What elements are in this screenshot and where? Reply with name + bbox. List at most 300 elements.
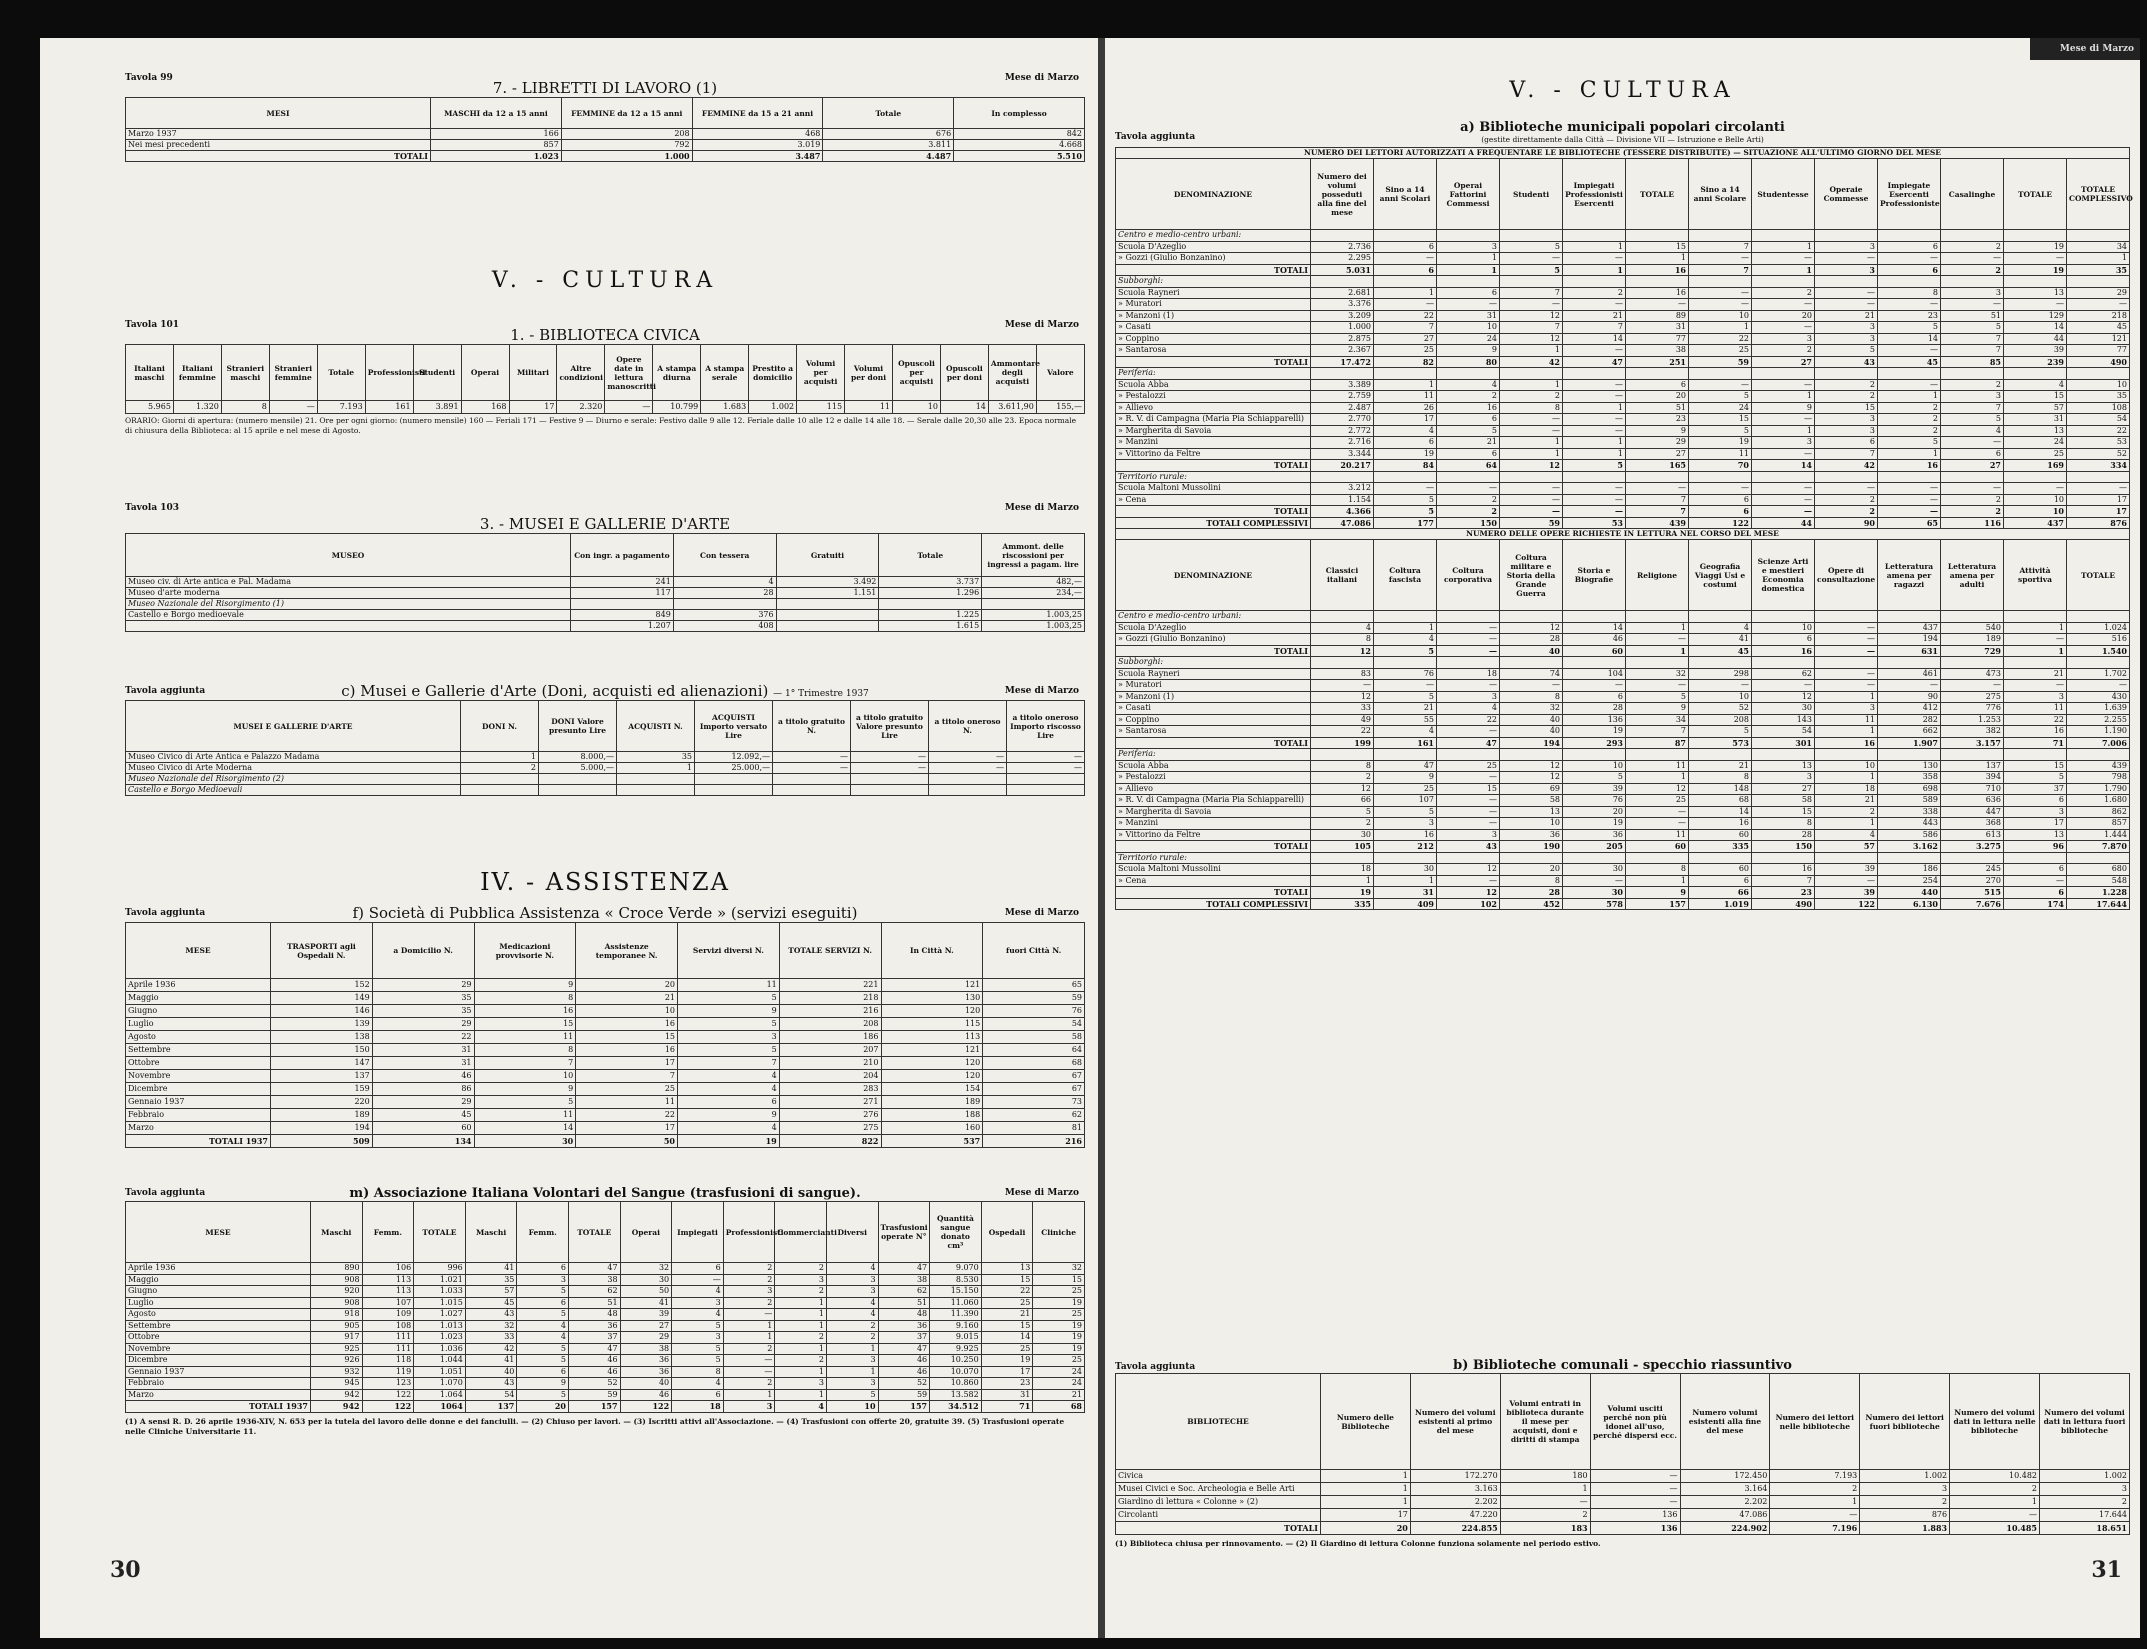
table-cell: 28 <box>673 588 776 599</box>
table-cell: 1 <box>1321 1470 1411 1483</box>
tavola-label: Tavola aggiunta <box>125 908 206 918</box>
table-cell: 5 <box>1311 806 1374 818</box>
table-cell <box>1752 611 1815 623</box>
table-cell: 65 <box>1878 517 1941 529</box>
table-row <box>1116 760 2130 772</box>
table-cell: 14 <box>474 1122 576 1135</box>
table-cell: 1 <box>617 763 695 774</box>
table-cell: 189 <box>881 1096 983 1109</box>
table-cell: 23 <box>1626 414 1689 426</box>
column-header: Ammontare degli acquisti <box>988 345 1036 401</box>
table-row <box>1116 322 2130 334</box>
table-cell: 2.255 <box>2067 714 2130 726</box>
table-cell: 16 <box>576 1018 678 1031</box>
column-header: Opuscoli per doni <box>940 345 988 401</box>
table-cell: 5 <box>1374 806 1437 818</box>
table-cell: 12 <box>1311 645 1374 657</box>
table-cell: 1 <box>1500 1483 1590 1496</box>
table-cell: TOTALI <box>1116 460 1311 472</box>
table-cell <box>1374 611 1437 623</box>
table-cell <box>1815 749 1878 761</box>
table-cell: 5 <box>517 1309 569 1321</box>
table-cell: 2 <box>1941 494 2004 506</box>
table-cell: 334 <box>2067 460 2130 472</box>
table-cell: 221 <box>779 979 881 992</box>
table-cell: 1 <box>775 1297 827 1309</box>
table-cell <box>1752 276 1815 288</box>
table-cell: — <box>1007 752 1085 763</box>
table-row <box>1116 299 2130 311</box>
column-header: Operai Fattorini Commessi <box>1437 159 1500 230</box>
column-header: Opere di consultazione <box>1815 540 1878 611</box>
table-cell: 1 <box>1500 345 1563 357</box>
table-cell: 17 <box>1374 414 1437 426</box>
table-cell: — <box>1374 680 1437 692</box>
table-cell: 59 <box>878 1389 930 1401</box>
table-cell: 1.790 <box>2067 783 2130 795</box>
table-cell: 47 <box>568 1343 620 1355</box>
table-cell <box>1689 852 1752 864</box>
table-cell: Dicembre <box>126 1355 311 1367</box>
table-cell: 10 <box>1752 622 1815 634</box>
table-cell: — <box>1563 379 1626 391</box>
table-row <box>126 752 1085 763</box>
table-cell: Ottobre <box>126 1332 311 1344</box>
column-header: Coltura militare e Storia della Grande Guerra <box>1500 540 1563 611</box>
table-cell: — <box>1752 299 1815 311</box>
table-cell: 862 <box>2067 806 2130 818</box>
table-cell: 9 <box>1437 345 1500 357</box>
table-cell: 2 <box>1815 494 1878 506</box>
table-cell <box>1689 749 1752 761</box>
table-cell: 2 <box>1437 391 1500 403</box>
table-cell: 25 <box>576 1083 678 1096</box>
column-header: TOTALE <box>2004 159 2067 230</box>
table-cell: 1.000 <box>1311 322 1374 334</box>
table-cell: 3 <box>672 1332 724 1344</box>
table-cell: Museo civ. di Arte antica e Pal. Madama <box>126 577 571 588</box>
table-cell: 25 <box>981 1297 1033 1309</box>
table-cell: TOTALI <box>1116 737 1311 749</box>
table-subtitle: (gestite direttamente dalla Città — Divisione VII — Istruzione e Belle Arti) <box>1481 135 1764 144</box>
table-cell: 42 <box>465 1343 517 1355</box>
table-cell: 82 <box>1374 356 1437 368</box>
table-cell: 17.644 <box>2067 898 2130 910</box>
table-cell: 2 <box>1815 506 1878 518</box>
tavola-b <box>1115 1358 2130 1549</box>
table-cell: 9 <box>678 1109 780 1122</box>
column-header: Cliniche <box>1033 1202 1085 1263</box>
table-cell: 168 <box>461 401 509 414</box>
table-cell: 14 <box>1563 622 1626 634</box>
tavola-label: Tavola aggiunta <box>125 686 206 696</box>
column-header: Operai <box>620 1202 672 1263</box>
table-cell <box>1437 657 1500 669</box>
table-cell: 65 <box>983 979 1085 992</box>
column-header: Con tessera <box>673 534 776 577</box>
table-cell: 1 <box>775 1343 827 1355</box>
table-cell: 776 <box>1941 703 2004 715</box>
table-cell: 3.389 <box>1311 379 1374 391</box>
table-cell: 59 <box>1689 356 1752 368</box>
table-cell: — <box>1374 483 1437 495</box>
table-cell: — <box>2004 680 2067 692</box>
table-cell: 17 <box>981 1366 1033 1378</box>
table-cell: 52 <box>568 1378 620 1390</box>
table-cell: 452 <box>1500 898 1563 910</box>
table-cell: 792 <box>561 140 692 151</box>
table-cell: » Manzoni (1) <box>1116 310 1311 322</box>
table-cell: 1.907 <box>1878 737 1941 749</box>
table-cell: 1 <box>1950 1496 2040 1509</box>
tavola-label: Tavola aggiunta <box>1115 1362 1196 1372</box>
table-cell: 1.023 <box>414 1332 466 1344</box>
column-header: Maschi <box>311 1202 363 1263</box>
table-cell: — <box>723 1366 775 1378</box>
table-cell: 1 <box>775 1309 827 1321</box>
table-cell: — <box>2004 875 2067 887</box>
table-cell: 34 <box>2067 241 2130 253</box>
table-cell: 5 <box>678 992 780 1005</box>
table-cell: 1 <box>1311 875 1374 887</box>
table-cell: 9 <box>1626 703 1689 715</box>
table-cell: 38 <box>568 1274 620 1286</box>
table-cell: Giugno <box>126 1005 271 1018</box>
table-cell: 16 <box>1752 645 1815 657</box>
table-cell <box>1626 276 1689 288</box>
table-cell: 5 <box>678 1018 780 1031</box>
table-cell: — <box>1374 253 1437 265</box>
table-cell: 62 <box>1752 668 1815 680</box>
table-row <box>1116 1496 2130 1509</box>
table-cell: 5 <box>1500 241 1563 253</box>
table-cell: 698 <box>1878 783 1941 795</box>
table-cell: 15 <box>981 1320 1033 1332</box>
table-cell: 24 <box>2004 437 2067 449</box>
table-cell: 2.716 <box>1311 437 1374 449</box>
table-cell: 149 <box>271 992 373 1005</box>
table-cell <box>1941 471 2004 483</box>
table-cell: 1 <box>1689 322 1752 334</box>
table-cell: » Casati <box>1116 703 1311 715</box>
table-cell: — <box>1752 379 1815 391</box>
table-cell: 3.163 <box>1410 1483 1500 1496</box>
table-cell: 2 <box>1752 345 1815 357</box>
table-cell: 8 <box>474 1044 576 1057</box>
table-cell: 7.006 <box>2067 737 2130 749</box>
table-cell: — <box>2004 483 2067 495</box>
table-cell: 1 <box>1815 726 1878 738</box>
table-cell <box>2004 852 2067 864</box>
table-cell: 22 <box>1374 310 1437 322</box>
table-cell: 120 <box>881 1005 983 1018</box>
table-cell: 10 <box>576 1005 678 1018</box>
table-cell: 1 <box>1752 264 1815 276</box>
table-cell: 122 <box>1815 898 1878 910</box>
table-cell: Maggio <box>126 1274 311 1286</box>
table-cell: 189 <box>271 1109 373 1122</box>
table-cell: 70 <box>1689 460 1752 472</box>
table-cell: 1.003,25 <box>982 610 1085 621</box>
table-cell <box>1437 471 1500 483</box>
table-cell: 30 <box>474 1135 576 1148</box>
table-cell: 74 <box>1500 668 1563 680</box>
table-cell: — <box>1500 253 1563 265</box>
table-cell <box>929 774 1007 785</box>
table-cell: Civica <box>1116 1470 1321 1483</box>
table-cell: 49 <box>1311 714 1374 726</box>
table-cell: 28 <box>1500 887 1563 899</box>
column-header: MESE <box>126 1202 311 1263</box>
table-cell: 3 <box>826 1378 878 1390</box>
column-header: Professionisti <box>365 345 413 401</box>
table-cell: 54 <box>2067 414 2130 426</box>
table-cell: 19 <box>1033 1343 1085 1355</box>
table-cell: TOTALI <box>1116 645 1311 657</box>
table-cell: 3.162 <box>1878 841 1941 853</box>
table-cell: 5 <box>1437 425 1500 437</box>
table-cell: 73 <box>983 1096 1085 1109</box>
table-cell: — <box>1689 483 1752 495</box>
table-cell: 55 <box>1374 714 1437 726</box>
table-cell: — <box>1563 414 1626 426</box>
table-cell: 77 <box>2067 345 2130 357</box>
table-cell: 3.487 <box>692 151 823 162</box>
table-cell: 40 <box>1500 714 1563 726</box>
table-cell: — <box>2004 634 2067 646</box>
table-cell: 9 <box>1752 402 1815 414</box>
table-cell: » Coppino <box>1116 714 1311 726</box>
table-row <box>1116 726 2130 738</box>
table-cell <box>1689 471 1752 483</box>
table-cell: 36 <box>620 1366 672 1378</box>
table-cell: 41 <box>465 1355 517 1367</box>
table-cell: 8.000,— <box>539 752 617 763</box>
table-cell: 89 <box>1626 310 1689 322</box>
table-row <box>1116 795 2130 807</box>
table-cell <box>1815 852 1878 864</box>
table-cell: 6 <box>1815 437 1878 449</box>
table-cell: 39 <box>2004 345 2067 357</box>
table-cell: 17.644 <box>2040 1509 2130 1522</box>
table-cell: 57 <box>2004 402 2067 414</box>
table-row <box>1116 806 2130 818</box>
table-cell: — <box>1878 299 1941 311</box>
table-cell: 109 <box>362 1309 414 1321</box>
table-cell: 22 <box>1689 333 1752 345</box>
table-cell: 2 <box>1878 402 1941 414</box>
table-cell: 1.002 <box>1860 1470 1950 1483</box>
table-cell: 2 <box>1815 806 1878 818</box>
table-cell <box>461 785 539 796</box>
table-cell: — <box>773 752 851 763</box>
column-header: a Domicilio N. <box>372 923 474 979</box>
table-cell: 30 <box>1563 887 1626 899</box>
column-header: Stranieri maschi <box>221 345 269 401</box>
table-cell: 540 <box>1941 622 2004 634</box>
table-cell: 19 <box>1033 1297 1085 1309</box>
table-cell: 2 <box>1437 506 1500 518</box>
table-cell: Scuola Rayneri <box>1116 287 1311 299</box>
table-row <box>126 1135 1085 1148</box>
column-header: Militari <box>509 345 557 401</box>
table-cell <box>1500 749 1563 761</box>
table-cell: 45 <box>1878 356 1941 368</box>
table-cell <box>1752 852 1815 864</box>
table-cell: — <box>1437 622 1500 634</box>
table-cell: Giardino di lettura « Colonne » (2) <box>1116 1496 1321 1509</box>
table-cell: 104 <box>1563 668 1626 680</box>
table-cell: 849 <box>571 610 674 621</box>
column-header: Sino a 14 anni Scolare <box>1689 159 1752 230</box>
table-cell: 5 <box>672 1320 724 1332</box>
table-cell: 5.965 <box>126 401 174 414</box>
table-cell: 589 <box>1878 795 1941 807</box>
table-cell: 636 <box>1941 795 2004 807</box>
opere-richieste-table <box>1115 539 2130 910</box>
table-cell: 10 <box>893 401 941 414</box>
table-cell <box>1689 657 1752 669</box>
table-cell: 2.202 <box>1410 1496 1500 1509</box>
table-cell: 122 <box>362 1389 414 1401</box>
column-header: TOTALE SERVIZI N. <box>779 923 881 979</box>
table-cell: Museo Civico di Arte Moderna <box>126 763 461 774</box>
column-header: DONI N. <box>461 701 539 752</box>
table-cell: 2 <box>775 1332 827 1344</box>
table-cell <box>1500 657 1563 669</box>
table-cell: 10.485 <box>1950 1522 2040 1535</box>
table-cell <box>1626 368 1689 380</box>
table-cell: 47 <box>1437 737 1500 749</box>
table-cell: 2.487 <box>1311 402 1374 414</box>
table-cell: 890 <box>311 1263 363 1275</box>
table-cell: 25 <box>1374 345 1437 357</box>
table-cell: 1.064 <box>414 1389 466 1401</box>
table-cell: 2 <box>723 1343 775 1355</box>
column-header: Religione <box>1626 540 1689 611</box>
table-cell <box>2004 657 2067 669</box>
table-cell: 276 <box>779 1109 881 1122</box>
table-cell: — <box>672 1274 724 1286</box>
column-header: Altre condizioni <box>557 345 605 401</box>
footnotes: (1) A sensi R. D. 26 aprile 1936-XIV, N. 653 per la tutela del lavoro delle donne e dei fanciulli. — (2) Chiuso per lavori. — (3) Iscritti attivi all'Associazione. — (4) Trasfusioni con offerte 20, gratuite 39. (5) Trasfusioni operate nelle Cliniche Universitarie 11. <box>125 1416 1065 1436</box>
header-row <box>1116 540 2130 611</box>
table-cell: 76 <box>1563 795 1626 807</box>
table-cell <box>1626 749 1689 761</box>
table-cell: 29 <box>620 1332 672 1344</box>
table-cell <box>1815 230 1878 242</box>
table-cell: 16 <box>2004 726 2067 738</box>
table-cell: 36 <box>620 1355 672 1367</box>
table-cell: Museo d'arte moderna <box>126 588 571 599</box>
table-cell: 68 <box>983 1057 1085 1070</box>
table-cell: — <box>2067 483 2130 495</box>
table-cell: 15.150 <box>930 1286 982 1298</box>
table-cell: — <box>1437 772 1500 784</box>
table-cell: 1 <box>723 1320 775 1332</box>
table-cell: — <box>2067 680 2130 692</box>
table-cell: 11 <box>1689 448 1752 460</box>
table-cell: 107 <box>1374 795 1437 807</box>
tavola-103 <box>125 503 1085 632</box>
table-cell: 437 <box>1878 622 1941 634</box>
table-row <box>1116 680 2130 692</box>
table-cell: 254 <box>1878 875 1941 887</box>
table-cell: 62 <box>983 1109 1085 1122</box>
table-cell: — <box>1437 726 1500 738</box>
table-cell: 216 <box>983 1135 1085 1148</box>
table-cell: 29 <box>372 1018 474 1031</box>
table-cell: 14 <box>940 401 988 414</box>
table-cell: 25 <box>1689 345 1752 357</box>
column-header: Impiegati Professionisti Esercenti <box>1563 159 1626 230</box>
table-cell: TOTALI <box>1116 841 1311 853</box>
table-cell: Marzo <box>126 1389 311 1401</box>
table-cell: 37 <box>878 1332 930 1344</box>
table-cell <box>1374 852 1437 864</box>
table-cell: 6 <box>2004 795 2067 807</box>
table-cell: 3 <box>678 1031 780 1044</box>
tavola-label: Tavola aggiunta <box>125 1188 206 1198</box>
column-header: Numero dei volumi esistenti al primo del mese <box>1410 1374 1500 1470</box>
table-cell: 2 <box>1878 414 1941 426</box>
column-header: Medicazioni provvisorie N. <box>474 923 576 979</box>
table-cell: 28 <box>1752 829 1815 841</box>
table-cell: 3 <box>1815 425 1878 437</box>
table-cell: 120 <box>881 1070 983 1083</box>
table-cell: 11 <box>1626 760 1689 772</box>
table-cell <box>2004 276 2067 288</box>
table-cell <box>617 785 695 796</box>
table-cell: 2 <box>1752 287 1815 299</box>
table-cell <box>1689 230 1752 242</box>
table-cell: 925 <box>311 1343 363 1355</box>
table-cell: 46 <box>1563 634 1626 646</box>
table-cell: 2 <box>1770 1483 1860 1496</box>
column-header: Totale <box>823 98 954 129</box>
table-cell: 6 <box>672 1263 724 1275</box>
table-cell: 1 <box>1878 448 1941 460</box>
table-cell: Scuola D'Azeglio <box>1116 622 1311 634</box>
table-cell: 41 <box>1689 634 1752 646</box>
table-cell: 1 <box>1374 622 1437 634</box>
table-cell <box>1941 230 2004 242</box>
table-cell: 62 <box>568 1286 620 1298</box>
column-header: Femm. <box>362 1202 414 1263</box>
table-cell: — <box>1815 253 1878 265</box>
column-header: Numero dei volumi dati in lettura nelle biblioteche <box>1950 1374 2040 1470</box>
table-cell: 1 <box>1437 253 1500 265</box>
table-cell: 194 <box>271 1122 373 1135</box>
table-cell: 46 <box>372 1070 474 1083</box>
table-cell: 15 <box>2004 391 2067 403</box>
table-cell: 46 <box>568 1366 620 1378</box>
column-header: Operaie Commesse <box>1815 159 1878 230</box>
table-cell: 17 <box>2067 506 2130 518</box>
table-cell: 5 <box>517 1343 569 1355</box>
table-cell: — <box>1563 391 1626 403</box>
table-cell: 5 <box>1689 726 1752 738</box>
table-cell: 15 <box>1815 402 1878 414</box>
table-cell: 147 <box>271 1057 373 1070</box>
table-row <box>126 1389 1085 1401</box>
tavola-label: Tavola 101 <box>125 320 180 330</box>
header-row <box>126 534 1085 577</box>
table-cell: Aprile 1936 <box>126 1263 311 1275</box>
column-header: FEMMINE da 12 a 15 anni <box>561 98 692 129</box>
table-cell: 207 <box>779 1044 881 1057</box>
table-cell: 1.639 <box>2067 703 2130 715</box>
